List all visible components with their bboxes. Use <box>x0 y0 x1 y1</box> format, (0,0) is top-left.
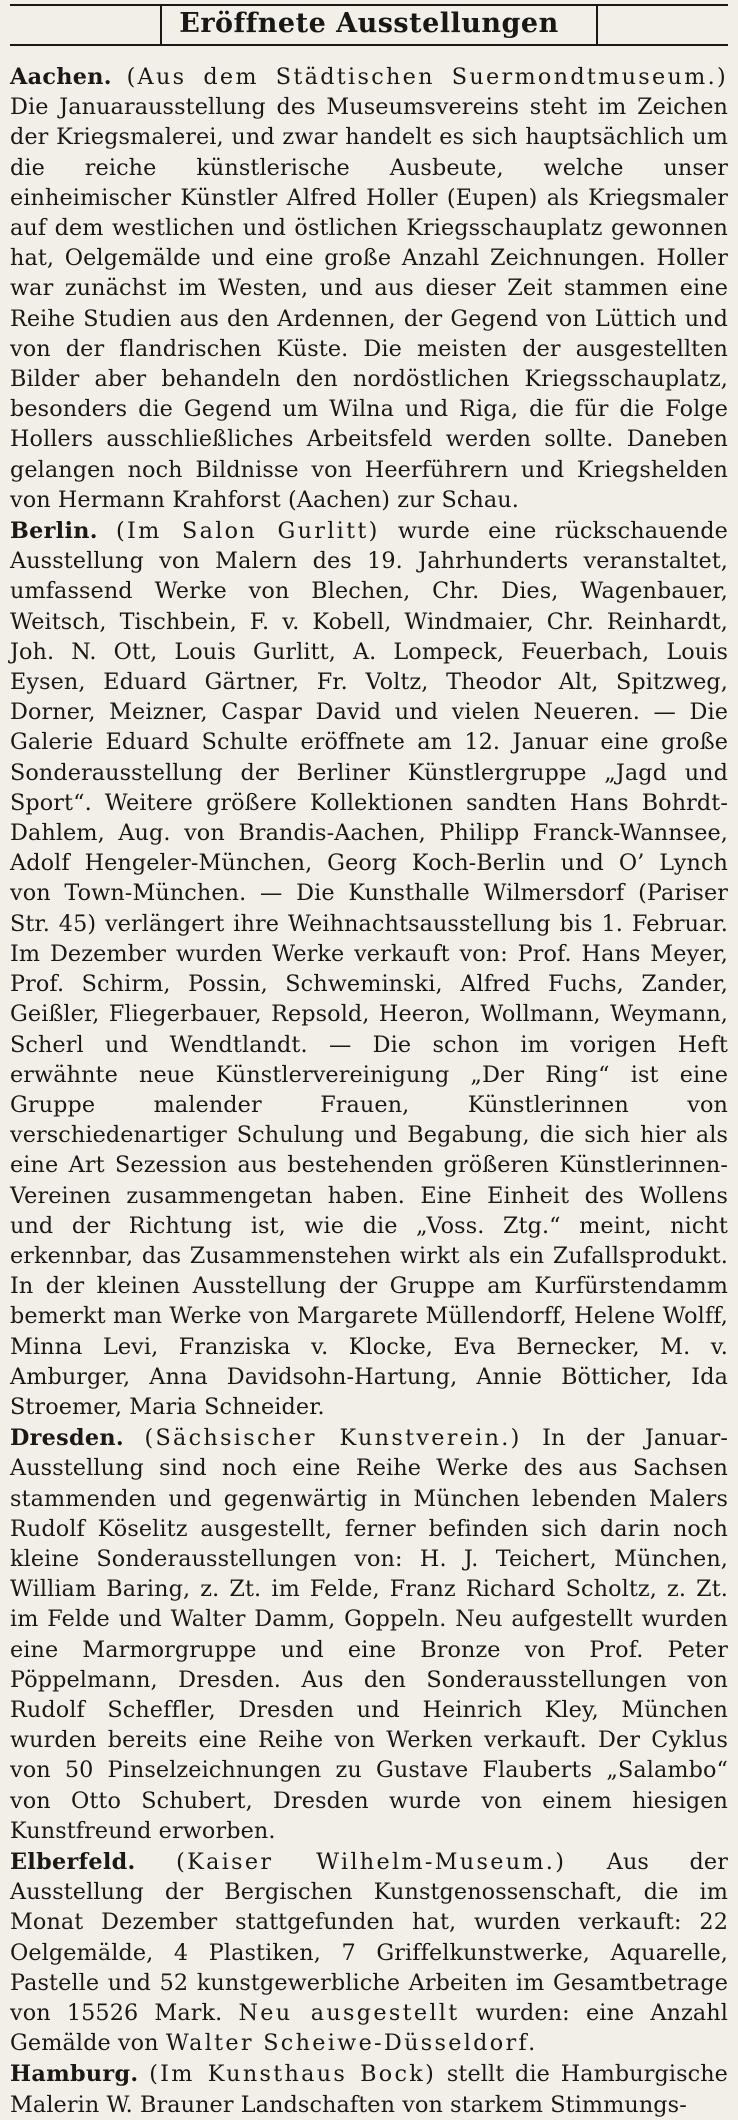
venue-name: (Sächsischer Kunstverein.) <box>144 1425 522 1452</box>
entry-text: stellt die Hamburgische Malerin W. Brauner Landschaften von starkem Stimmungs- <box>10 2061 728 2118</box>
venue-name: (Aus dem Städtischen Suermondtmuseum.) <box>126 64 728 90</box>
city-name: Elberfeld. <box>10 1848 136 1875</box>
entry-text: Die Januarausstellung des Museumsvereins steht im Zeichen der Kriegsmalerei, und zwar handelt es sich hauptsächlich um die reiche künstlerische Ausbeute, welche unser einheimischer Künstler Alfred Holler (Eupen) als Kriegsmaler auf dem westlichen und östlichen Kriegsschauplatz gewonnen hat, Oelgemälde und eine große Anzahl Zeichnungen. Holler war zunächst im Westen, und aus dieser Zeit stammen eine Reihe Studien aus den Ardennen, der Gegend von Lüttich und von der flandrischen Küste. Die meisten der ausgestellten Bilder aber behandeln den nordöstlichen Kriegsschauplatz, besonders die Gegend um Wilna und Riga, die für die Folge Hollers ausschließliches Arbeitsfeld werden sollte. Daneben gelangen noch Bildnisse von Heerführern und Kriegshelden von Hermann Krahforst (Aachen) zur Schau. <box>10 94 728 513</box>
entry-tail-artist: Walter Scheiwe-Düsseldorf. <box>165 2030 538 2057</box>
city-name: Hamburg. <box>10 2061 139 2088</box>
city-name: Aachen. <box>10 64 112 90</box>
venue-name: (Im Salon Gurlitt) <box>116 518 380 545</box>
header-bottom-rule <box>10 44 728 46</box>
entry-text: Aus der Ausstellung der Bergischen Kunstgenossenschaft, die im Monat Dezember stattgefunden hat, wurden verkauft: 22 Oelgemälde, 4 Plastiken, 7 Griffelkunstwerke, Aquarelle, Pastelle und 52 kunstgewerbliche Arbeiten im Gesamtbetrage von 15526 Mark. <box>10 1848 728 2026</box>
article-body <box>10 62 728 2120</box>
entry-dresden <box>10 1423 728 1846</box>
entry-aachen <box>10 62 728 515</box>
page <box>0 4 738 2118</box>
entry-text: wurde eine rückschauende Ausstellung von Malern des 19. Jahrhunderts veranstaltet, umfassend Werke von Blechen, Chr. Dies, Wagenbauer, Weitsch, Tischbein, F. v. Kobell, Windmaier, Chr. Reinhardt, Joh. N. Ott, Louis Gurlitt, A. Lompeck, Feuerbach, Louis Eysen, Eduard Gärtner, Fr. Voltz, Theodor Alt, Spitzweg, Dorner, Meizner, Caspar David und vielen Neueren. — Die Galerie Eduard Schulte eröffnete am 12. Januar eine große Sonderausstellung der Berliner Künstlergruppe „Jagd und Sport“. Weitere größere Kollektionen sandten Hans Bohrdt-Dahlem, Aug. von Brandis-Aachen, Philipp Franck-Wannsee, Adolf Hengeler-München, Georg Koch-Berlin und O’ Lynch von Town-München. — Die Kunsthalle Wilmersdorf (Pariser Str. 45) verlängert ihre Weihnachtsausstellung bis 1. Februar. Im Dezember wurden Werke verkauft von: Prof. Hans Meyer, Prof. Schirm, Possin, Schweminski, Alfred Fuchs, Zander, Geißler, Fliegerbauer, Repsold, Heeron, Wollmann, Weymann, Scherl und Wendtlandt. — Die schon im vorigen Heft erwähnte neue Künstlervereinigung „Der Ring“ ist eine Gruppe malender Frauen, Künstlerinnen von verschiedenartiger Schulung und Begabung, die sich hier als eine Art Sezession aus bestehenden größeren Künstlerinnen-Vereinen zusammengetan haben. Eine Einheit des Wollens und der Richtung ist, wie die „Voss. Ztg.“ meint, nicht erkennbar, das Zusammenstehen wirkt als ein Zufallsprodukt. In der kleinen Ausstellung der Gruppe am Kurfürstendamm bemerkt man Werke von Margarete Müllendorff, Helene Wolff, Minna Levi, Franziska v. Klocke, Eva Bernecker, M. v. Amburger, Anna Davidsohn-Hartung, Annie Bötticher, Ida Stroemer, Maria Schneider. <box>10 518 728 1420</box>
section-header <box>10 4 728 48</box>
entry-hamburg <box>10 2059 728 2119</box>
city-name: Berlin. <box>10 518 98 545</box>
header-top-rule <box>10 4 728 6</box>
entry-tail-text: wurden: eine Anzahl Gemälde von <box>10 2000 728 2057</box>
entry-tail-spaced: Neu ausgestellt <box>238 2000 460 2026</box>
venue-name: (Kaiser Wilhelm-Museum.) <box>176 1848 567 1875</box>
entry-text: In der Januar-Ausstellung sind noch eine Reihe Werke des aus Sachsen stammenden und gegenwärtig in München lebenden Malers Rudolf Köselitz ausgestellt, ferner befinden sich darin noch kleine Sonderausstellungen von: H. J. Teichert, München, William Baring, z. Zt. im Felde, Franz Richard Scholtz, z. Zt. im Felde und Walter Damm, Goppeln. Neu aufgestellt wurden eine Marmorgruppe und eine Bronze von Prof. Peter Pöppelmann, Dresden. Aus den Sonderausstellungen von Rudolf Scheffler, Dresden und Heinrich Kley, München wurden bereits eine Reihe von Werken verkauft. Der Cyklus von 50 Pinselzeichnungen zu Gustave Flauberts „Salambo“ von Otto Schubert, Dresden wurde von einem hiesigen Kunstfreund erworben. <box>10 1425 728 1844</box>
city-name: Dresden. <box>10 1425 124 1452</box>
section-title: Eröffnete Ausstellungen <box>179 8 559 39</box>
entry-elberfeld <box>10 1847 728 2058</box>
entry-berlin <box>10 516 728 1422</box>
venue-name: (Im Kunsthaus Bock) <box>149 2061 437 2088</box>
